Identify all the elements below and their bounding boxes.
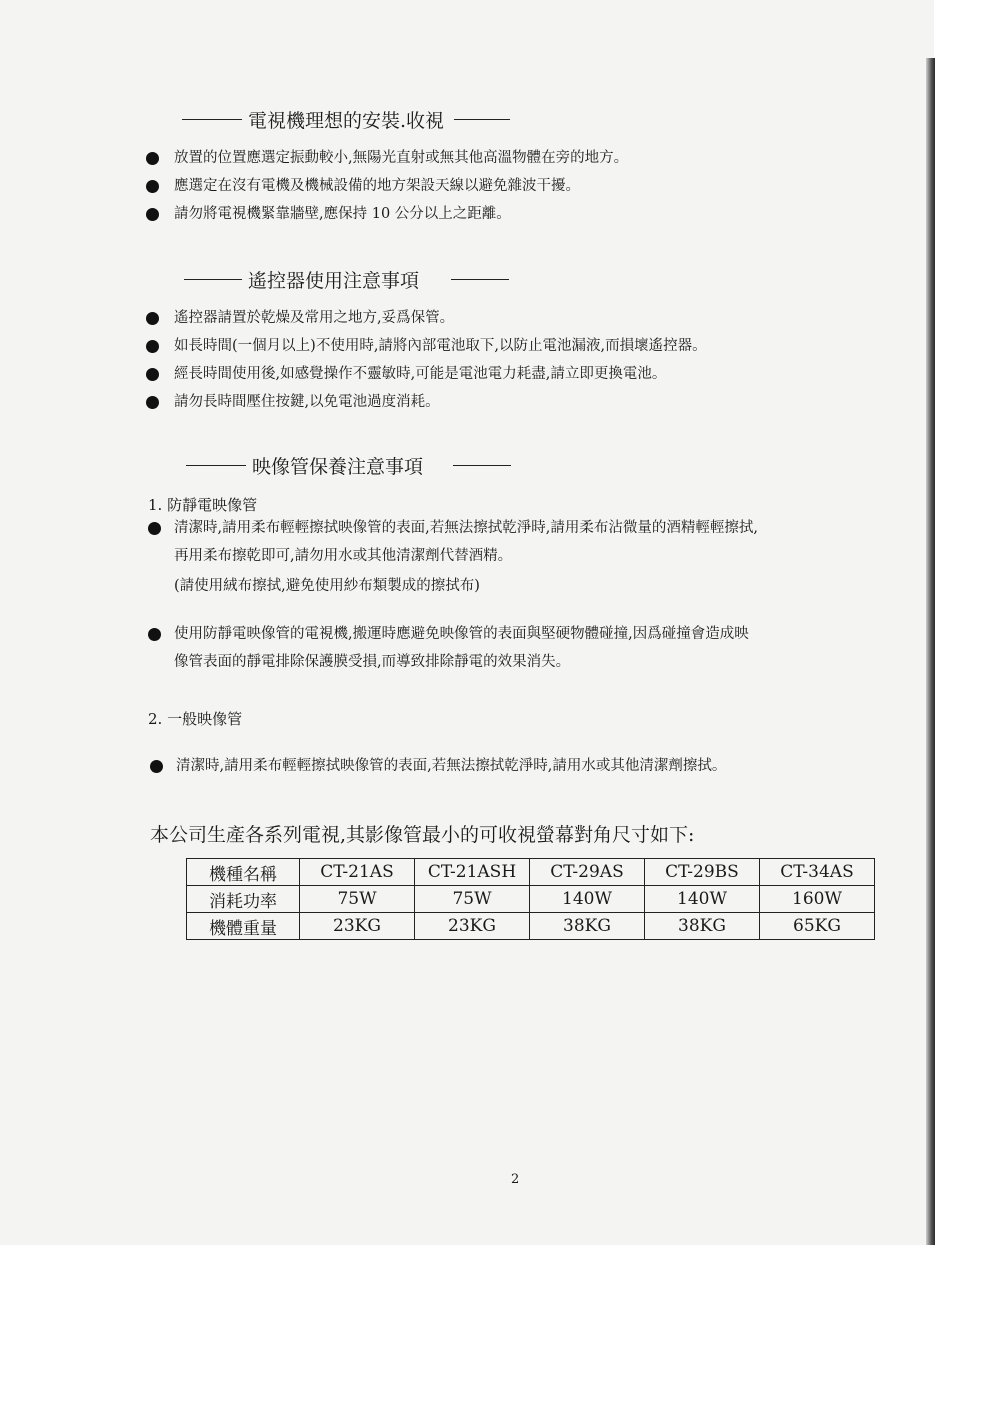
bullet-icon — [146, 152, 159, 165]
title-rule-right — [451, 279, 509, 280]
antistatic-heading: 1. 防靜電映像管 — [148, 496, 258, 514]
antistatic-paragraph-2: 使用防靜電映像管的電視機,搬運時應避免映像管的表面與堅硬物體碰撞,因爲碰撞會造成映 像管表面的靜電排除保護膜受損,而導致排除靜電的效果消失。 — [174, 620, 749, 676]
cloth-note: (請使用絨布擦拭,避免使用紗布類製成的擦拭布) — [174, 578, 480, 594]
table-cell: 160W — [760, 886, 875, 913]
section-title-installation — [182, 106, 510, 133]
title-rule-left — [182, 119, 242, 120]
page-edge-shadow — [926, 58, 935, 1245]
table-cell: 65KG — [760, 913, 875, 940]
title-rule-right — [453, 465, 511, 466]
screen-size-intro: 本公司生產各系列電視,其影像管最小的可收視螢幕對角尺寸如下: — [150, 824, 695, 846]
list-item: 應選定在沒有電機及機械設備的地方架設天線以避免雜波干擾。 — [146, 174, 628, 198]
model-cell: CT-29BS — [645, 859, 760, 886]
model-cell: CT-29AS — [530, 859, 645, 886]
table-cell: 23KG — [300, 913, 415, 940]
list-item: 放置的位置應選定振動較小,無陽光直射或無其他高溫物體在旁的地方。 — [146, 146, 628, 170]
page-number: 2 — [511, 1172, 520, 1187]
table-header-cell: 機種名稱 — [187, 859, 300, 886]
list-item: 請勿將電視機緊靠牆壁,應保持 10 公分以上之距離。 — [146, 202, 628, 226]
general-crt-heading: 2. 一般映像管 — [148, 710, 243, 728]
table-row — [187, 913, 875, 940]
title-rule-left — [186, 465, 246, 466]
row-label-cell: 機體重量 — [187, 913, 300, 940]
spec-table — [186, 858, 875, 940]
table-row — [187, 859, 875, 886]
table-cell: 38KG — [530, 913, 645, 940]
general-crt-paragraph: 清潔時,請用柔布輕輕擦拭映像管的表面,若無法擦拭乾淨時,請用水或其他清潔劑擦拭。 — [176, 752, 726, 780]
list-item: 請勿長時間壓住按鍵,以免電池過度消耗。 — [146, 390, 707, 414]
bullet-icon — [150, 760, 163, 773]
installation-list — [146, 146, 628, 230]
table-cell: 140W — [530, 886, 645, 913]
section-title-text: 遙控器使用注意事項 — [248, 270, 420, 292]
table-cell: 23KG — [415, 913, 530, 940]
bullet-icon — [146, 208, 159, 221]
bullet-icon — [146, 368, 159, 381]
section-title-crt-care — [186, 452, 511, 479]
list-item: 如長時間(一個月以上)不使用時,請將內部電池取下,以防止電池漏液,而損壞遙控器。 — [146, 334, 707, 358]
bullet-icon — [146, 396, 159, 409]
bullet-icon — [148, 522, 161, 535]
table-cell: 38KG — [645, 913, 760, 940]
bullet-icon — [146, 340, 159, 353]
model-cell: CT-21AS — [300, 859, 415, 886]
antistatic-paragraph-1: 清潔時,請用柔布輕輕擦拭映像管的表面,若無法擦拭乾淨時,請用柔布沾微量的酒精輕輕擦拭, 再用柔布擦乾即可,請勿用水或其他清潔劑代替酒精。 (請使用絨布擦拭,避免使用紗布類製成的擦拭布) — [174, 514, 758, 600]
table-row — [187, 886, 875, 913]
list-item: 經長時間使用後,如感覺操作不靈敏時,可能是電池電力耗盡,請立即更換電池。 — [146, 362, 707, 386]
table-cell: 140W — [645, 886, 760, 913]
title-rule-left — [184, 279, 242, 280]
bullet-icon — [146, 180, 159, 193]
model-cell: CT-21ASH — [415, 859, 530, 886]
section-title-text: 映像管保養注意事項 — [252, 456, 424, 478]
list-item: 遙控器請置於乾燥及常用之地方,妥爲保管。 — [146, 306, 707, 330]
table-cell: 75W — [300, 886, 415, 913]
section-title-text: 電視機理想的安裝.收視 — [248, 110, 445, 132]
table-cell: 75W — [415, 886, 530, 913]
row-label-cell: 消耗功率 — [187, 886, 300, 913]
bullet-icon — [148, 628, 161, 641]
bullet-icon — [146, 312, 159, 325]
title-rule-right — [454, 119, 510, 120]
section-title-remote — [184, 266, 509, 293]
model-cell: CT-34AS — [760, 859, 875, 886]
remote-list — [146, 306, 707, 418]
